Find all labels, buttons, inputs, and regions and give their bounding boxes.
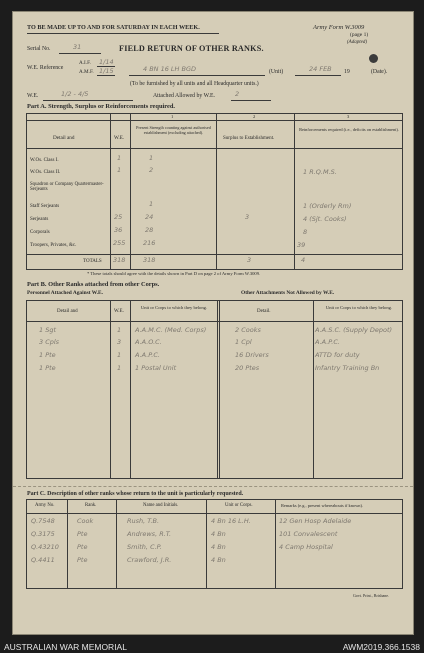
part-b-col-unit: Unit or Corps to which they belong. (140, 305, 208, 310)
part-b-detail: 1 Pte (39, 364, 56, 372)
we-line (43, 100, 133, 101)
part-b-detail: 1 Pte (39, 351, 56, 359)
row-label: W.Os. Class I. (30, 158, 59, 163)
we-reference-label: W.E. Reference (27, 65, 64, 71)
we-value: 1/2 - 4/5 (61, 90, 89, 98)
top-note: TO BE MADE UP TO AND FOR SATURDAY IN EACH WEEK. (27, 24, 200, 31)
row-label: W.Os. Class II. (30, 170, 61, 175)
part-a-col-present: Present Strength counting against authorised establishment (excluding attached). (136, 125, 211, 136)
part-c-remarks: 4 Camp Hospital (279, 543, 333, 551)
archive-name: AUSTRALIAN WAR MEMORIAL (4, 642, 127, 652)
part-b-we: 3 (117, 338, 122, 346)
row-present: 28 (145, 226, 154, 234)
row-we: 36 (114, 226, 123, 234)
part-c-armyno: Q.4411 (31, 556, 55, 564)
aif-value: 1/14 (99, 58, 114, 66)
row-present: 2 (149, 166, 154, 174)
part-b-col-detail: Detail and (57, 309, 78, 314)
row-present: 1 (149, 154, 154, 162)
part-c-rank: Cook (77, 517, 94, 525)
row-reinforcements: 1 (Orderly Rm) (303, 202, 352, 210)
part-c-col-unit: Unit or Corps. (225, 503, 253, 508)
unit-value: 4 BN 16 LH BGD (143, 65, 197, 73)
totals-reinforcements: 4 (301, 256, 306, 264)
row-label: Staff Serjeants (30, 204, 60, 209)
unit-label: (Unit) (269, 69, 284, 75)
part-b-unit: A.A.P.C. (135, 351, 160, 359)
serial-label: Serial No. (27, 46, 51, 52)
part-c-name: Smith, C.P. (127, 543, 162, 551)
row-we: 255 (113, 239, 126, 247)
part-c-armyno: Q.7548 (31, 517, 55, 525)
part-a-col-we: W.E. (114, 135, 125, 141)
part-c-col-name: Name and Initials. (143, 503, 179, 508)
form-page: (page 1) (350, 32, 369, 38)
part-c-col-armyno: Army No. (35, 503, 55, 508)
col-number-3: 3 (347, 114, 350, 119)
part-b-unit2: Infantry Training Bn (315, 364, 380, 372)
part-c-remarks: 12 Gen Hosp Adelaide (279, 517, 352, 525)
part-b-col-detail2: Detail. (257, 309, 271, 314)
row-we: 1 (117, 166, 122, 174)
part-c-unit: 4 Bn (211, 530, 226, 538)
part-b-we: 1 (117, 351, 122, 359)
archive-reference: AWM2019.366.1538 (342, 642, 420, 652)
part-c-name: Rush, T.B. (127, 517, 160, 525)
part-a-heading: Part A. Strength, Surplus or Reinforcements required. (27, 103, 175, 110)
row-present: 24 (145, 213, 154, 221)
row-label: Squadron or Company Quartermaster-Serjeants (30, 182, 104, 193)
part-a-col-reinforcements: Reinforcements required (i.e., deficits on establishment). (299, 127, 399, 132)
totals-surplus: 3 (247, 256, 252, 264)
amf-line (97, 75, 115, 76)
part-b-heading: Part B. Other Ranks attached from other Corps. (27, 281, 160, 288)
part-b-unit2: ATTD for duty (315, 351, 360, 359)
form-number: Army Form W.3009 (313, 24, 365, 31)
row-present: 216 (143, 239, 156, 247)
part-c-col-remarks: Remarks (e.g., present whereabouts if known). (281, 503, 364, 508)
row-label: Serjeants (30, 217, 49, 222)
we-label: W.E. (27, 93, 39, 99)
part-c-name: Crawford, J.R. (127, 556, 172, 564)
amf-value: 1/15 (99, 67, 114, 75)
date-value: 24 FEB (309, 65, 332, 73)
part-b-unit: A.A.O.C. (135, 338, 162, 346)
part-a-col-detail: Detail and (53, 135, 75, 141)
part-b-we: 1 (117, 326, 122, 334)
totals-label: TOTALS (83, 259, 102, 264)
part-c-unit: 4 Bn (211, 556, 226, 564)
part-b-detail2: 20 Ptes (235, 364, 260, 372)
part-b-detail2: 1 Cpl (235, 338, 252, 346)
attached-label: Attached Allowed by W.E. (153, 93, 215, 99)
part-b-col-we: W.E. (114, 309, 124, 314)
serial-value: 31 (73, 43, 82, 51)
part-a-footnote: * These totals should agree with the details shown in Part D on page 2 of Army Form W.3009. (87, 271, 261, 276)
part-c-col-rank: Rank. (85, 503, 97, 508)
row-present: 1 (149, 200, 154, 208)
date-line (295, 75, 341, 76)
part-b-unit2: A.A.P.C. (315, 338, 340, 346)
part-b-detail: 3 Cpls (39, 338, 60, 346)
part-c-armyno: Q.3175 (31, 530, 55, 538)
date-label: (Date). (371, 69, 388, 75)
form-sheet (13, 12, 413, 634)
form-adapted: (Adapted) (347, 40, 367, 45)
part-b-col-unit2: Unit or Corps to which they belong. (325, 305, 393, 310)
amf-label: A.M.F. (79, 69, 94, 75)
stamp-mark (369, 54, 378, 63)
unit-line (129, 75, 265, 76)
form-title: FIELD RETURN OF OTHER RANKS. (119, 44, 264, 53)
furnish-note: (To be furnished by all units and all Headquarter units.) (130, 81, 259, 87)
part-c-armyno: Q.43210 (31, 543, 59, 551)
serial-line (59, 53, 101, 54)
part-c-rank: Pte (77, 530, 88, 538)
part-b-unit: A.A.M.C. (Med. Corps) (135, 326, 207, 334)
row-reinforcements: 1 R.Q.M.S. (303, 168, 337, 176)
archive-caption-bar (0, 640, 424, 653)
part-b-right-heading: Other Attachments Not Allowed by W.E. (241, 290, 335, 296)
totals-present: 318 (143, 256, 156, 264)
row-label: Troopers, Privates, &c. (30, 243, 77, 248)
totals-we: 318 (113, 256, 126, 264)
row-we: 1 (117, 154, 122, 162)
part-b-detail: 1 Sgt (39, 326, 57, 334)
part-c-unit: 4 Bn (211, 543, 226, 551)
part-c-remarks: 101 Convalescent (279, 530, 338, 538)
part-c-heading: Part C. Description of other ranks whose return to the unit is particularly requested. (27, 491, 244, 497)
row-we: 25 (114, 213, 123, 221)
attached-line (231, 100, 271, 101)
part-c-name: Andrews, R.T. (127, 530, 172, 538)
part-b-left-heading: Personnel Attached Against W.E. (27, 290, 103, 296)
printer-note: Govt. Print., Brisbane. (353, 593, 389, 598)
part-c-rank: Pte (77, 556, 88, 564)
attached-value: 2 (235, 90, 240, 98)
part-b-we: 1 (117, 364, 122, 372)
row-reinforcements: 8 (303, 228, 308, 236)
part-b-unit2: A.A.S.C. (Supply Depot) (315, 326, 393, 334)
year-label: 19 (344, 69, 350, 75)
col-number-2: 2 (253, 114, 256, 119)
row-reinforcements: 4 (Sjt. Cooks) (303, 215, 347, 223)
part-c-rank: Pte (77, 543, 88, 551)
row-reinforcements: 39 (297, 241, 306, 249)
row-surplus: 3 (245, 213, 250, 221)
part-b-detail2: 2 Cooks (235, 326, 261, 334)
part-b-detail2: 16 Drivers (235, 351, 269, 359)
part-b-unit: 1 Postal Unit (135, 364, 177, 372)
aif-label: A.I.F. (79, 60, 91, 66)
part-a-col-surplus: Surplus to Establishment. (223, 136, 275, 141)
top-note-underline (27, 33, 219, 34)
row-label: Corporals (30, 230, 50, 235)
part-c-unit: 4 Bn 16 L.H. (211, 517, 251, 525)
col-number-1: 1 (171, 114, 174, 119)
